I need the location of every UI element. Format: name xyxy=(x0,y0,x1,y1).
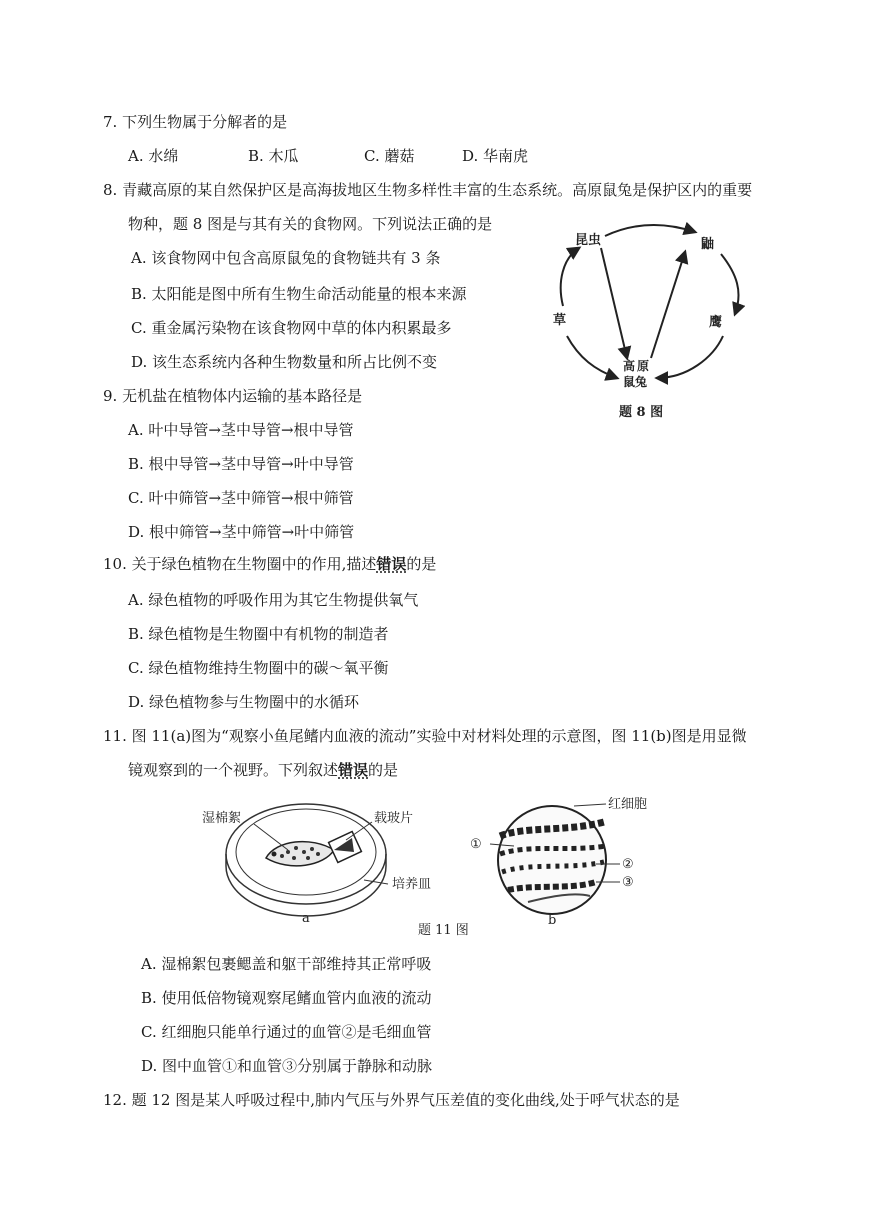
q9-option-b: B. 根中导管→茎中导管→叶中导管 xyxy=(128,455,354,473)
node-pika-2: 原 xyxy=(637,359,650,373)
q8-option-d: D. 该生态系统内各种生物数量和所占比例不变 xyxy=(131,353,438,371)
arrow-grass-to-insect xyxy=(561,248,579,306)
q10-stem-post: 的是 xyxy=(406,555,437,573)
label-a: a xyxy=(302,911,310,926)
q7-stem: 7. 下列生物属于分解者的是 xyxy=(103,113,288,131)
q11-option-a: A. 湿棉絮包裹鳃盖和躯干部维持其正常呼吸 xyxy=(141,955,432,973)
q9-option-a: A. 叶中导管→茎中导管→根中导管 xyxy=(128,421,354,439)
arrow-grass-to-pika xyxy=(567,336,617,378)
q10-stem-emphasis: 错误 xyxy=(376,555,407,573)
q11-stem-pre: 镜观察到的一个视野。下列叙述 xyxy=(128,761,339,779)
label-vessel-3: ③ xyxy=(622,875,634,890)
figure8-caption: 题 8 图 xyxy=(619,405,664,420)
petri-dish-diagram xyxy=(202,804,431,926)
q7-option-d: D. 华南虎 xyxy=(462,147,529,165)
arrow-insect-to-pika xyxy=(601,248,627,358)
q10-option-a: A. 绿色植物的呼吸作用为其它生物提供氧气 xyxy=(128,591,419,609)
node-insect: 昆虫 xyxy=(575,233,602,248)
label-wet-cotton: 湿棉絮 xyxy=(202,811,242,826)
q9-option-d: D. 根中筛管→茎中筛管→叶中筛管 xyxy=(128,523,355,541)
label-vessel-1: ① xyxy=(470,837,482,852)
q8-option-b: B. 太阳能是图中所有生物生命活动能量的根本来源 xyxy=(131,285,467,303)
arrow-insect-to-bird xyxy=(605,225,695,236)
arrow-bird-to-eagle xyxy=(721,254,739,314)
q11-stem-post: 的是 xyxy=(368,761,399,779)
q10-option-b: B. 绿色植物是生物圈中有机物的制造者 xyxy=(128,625,389,643)
label-petri-dish: 培养皿 xyxy=(392,877,432,892)
q7-option-b: B. 木瓜 xyxy=(248,147,299,165)
q10-stem-pre: 10. 关于绿色植物在生物圈中的作用,描述 xyxy=(103,555,377,573)
node-eagle: 鹰 xyxy=(709,315,723,330)
q10-option-c: C. 绿色植物维持生物圈中的碳～氧平衡 xyxy=(128,659,389,677)
label-vessel-2: ② xyxy=(622,857,634,872)
q7-option-a: A. 水绵 xyxy=(128,147,179,165)
q9-option-c: C. 叶中筛管→茎中筛管→根中筛管 xyxy=(128,489,354,507)
figure11-caption: 题 11 图 xyxy=(418,923,469,938)
q8-option-c: C. 重金属污染物在该食物网中草的体内积累最多 xyxy=(131,319,452,337)
q9-stem: 9. 无机盐在植物体内运输的基本路径是 xyxy=(103,387,363,405)
node-pika-1: 高 xyxy=(623,359,636,373)
q11-stem-line2 xyxy=(128,760,398,780)
arrow-pika-to-eagle xyxy=(657,336,723,378)
microscope-view-diagram xyxy=(470,797,647,928)
label-b: b xyxy=(548,913,557,928)
q8-stem-line2: 物种，题 8 图是与其有关的食物网。下列说法正确的是 xyxy=(128,215,493,233)
q11-stem-line1: 11. 图 11(a)图为“观察小鱼尾鳍内血液的流动”实验中对材料处理的示意图，图 11(b)图是用显微 xyxy=(103,727,747,745)
node-grass: 草 xyxy=(553,313,567,328)
food-web-figure xyxy=(545,218,745,426)
label-slide: 载玻片 xyxy=(374,811,414,826)
q11-option-b: B. 使用低倍物镜观察尾鳍血管内血液的流动 xyxy=(141,989,432,1007)
q7-option-c: C. 蘑菇 xyxy=(364,147,415,165)
q10-option-d: D. 绿色植物参与生物圈中的水循环 xyxy=(128,693,360,711)
q11-stem-emphasis: 错误 xyxy=(338,761,369,779)
q10-stem xyxy=(103,554,436,574)
fish-tail-figure xyxy=(196,792,666,942)
node-pika-3: 鼠兔 xyxy=(623,375,648,389)
q11-option-d: D. 图中血管①和血管③分别属于静脉和动脉 xyxy=(141,1057,433,1075)
q8-stem-line1: 8. 青藏高原的某自然保护区是高海拔地区生物多样性丰富的生态系统。高原鼠兔是保护区内的重要 xyxy=(103,181,753,199)
label-red-blood-cell: 红细胞 xyxy=(608,797,648,812)
q12-stem: 12. 题 12 图是某人呼吸过程中,肺内气压与外界气压差值的变化曲线,处于呼气状态的是 xyxy=(103,1091,680,1109)
node-bird: 鼬 xyxy=(701,237,715,252)
q11-option-c: C. 红细胞只能单行通过的血管②是毛细血管 xyxy=(141,1023,432,1041)
arrow-pika-to-bird xyxy=(651,252,685,358)
q8-option-a: A. 该食物网中包含高原鼠兔的食物链共有 3 条 xyxy=(131,249,441,267)
